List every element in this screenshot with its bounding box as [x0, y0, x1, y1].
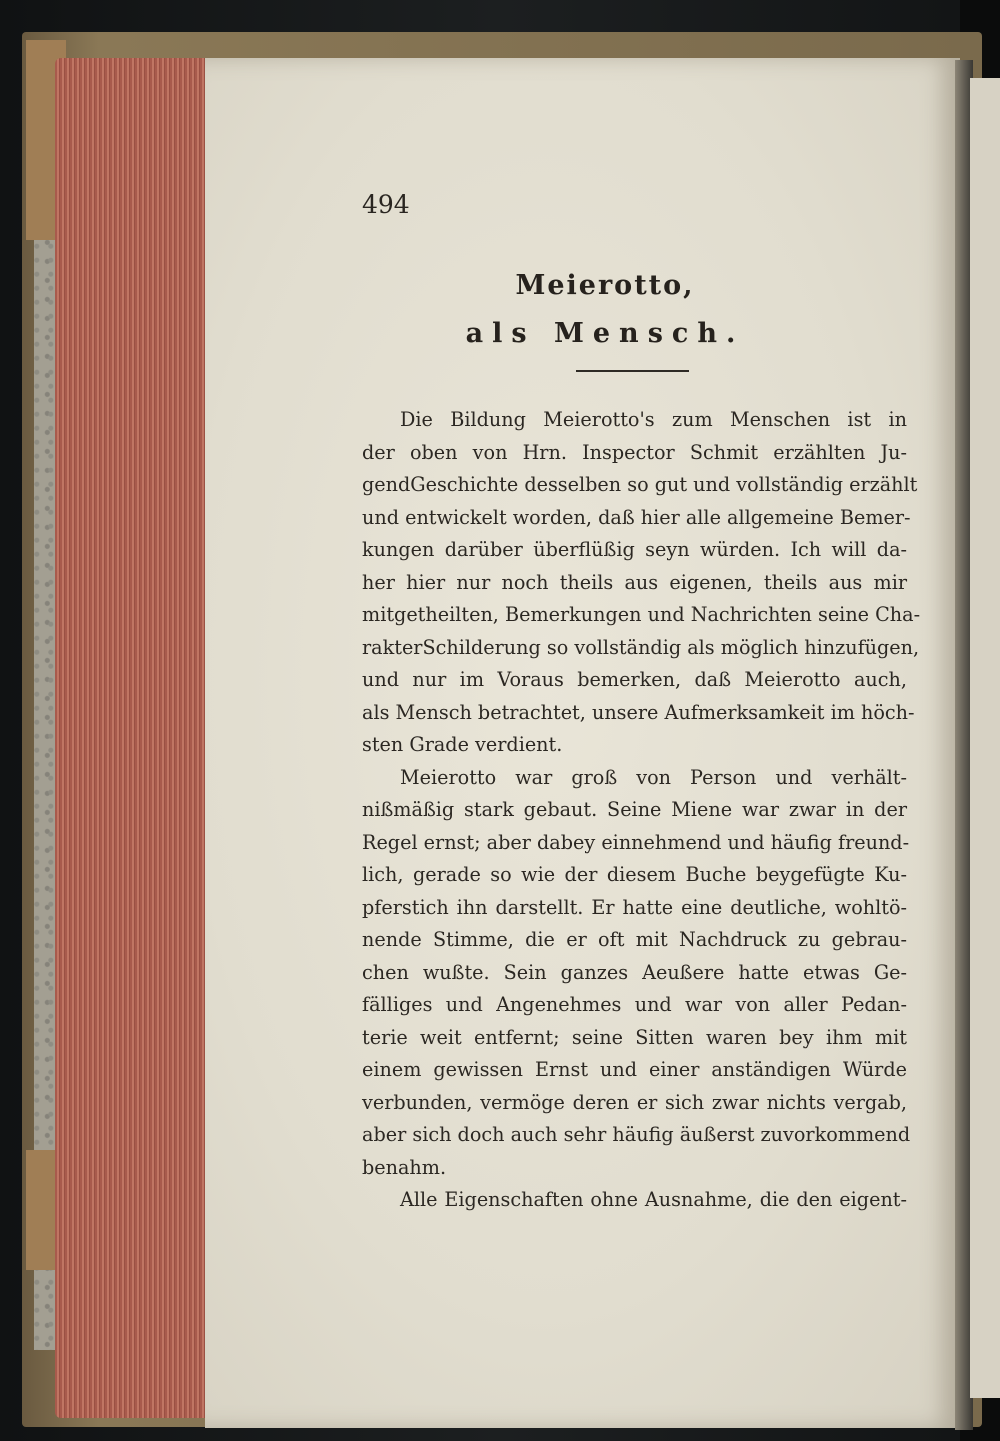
text-line: kungen darüber überflüßig seyn würden. Ich will da-: [362, 538, 907, 561]
text-line: nende Stimme, die er oft mit Nachdruck zu gebrau-: [362, 928, 907, 951]
text-line: und entwickelt worden, daß hier alle allgemeine Bemer-: [362, 505, 911, 529]
text-line: chen wußte. Sein ganzes Aeußere hatte etwas Ge-: [362, 960, 907, 984]
text-line: Regel ernst; aber dabey einnehmend und häufig freund-: [362, 830, 910, 854]
text-line: der oben von Hrn. Inspector Schmit erzählten Ju-: [362, 440, 907, 464]
text-line: verbunden, vermöge deren er sich zwar nichts vergab,: [362, 1090, 907, 1114]
text-line: einem gewissen Ernst und einer anständigen Würde: [362, 1058, 907, 1081]
text-line: lich, gerade so wie der diesem Buche beygefügte Ku-: [362, 863, 907, 886]
facing-page-edge: [970, 78, 1000, 1398]
text-line: aber sich doch auch sehr häufig äußerst zuvorkommend: [362, 1123, 911, 1146]
text-line: pferstich ihn darstellt. Er hatte eine deutliche, wohltö-: [362, 895, 907, 919]
paragraph: [362, 404, 921, 762]
text-line: nißmäßig stark gebaut. Seine Miene war zwar in der: [362, 798, 907, 821]
text-line: her hier nur noch theils aus eigenen, theils aus mir: [362, 570, 907, 594]
chapter-title: Meierotto,: [515, 270, 695, 301]
body-text: [362, 404, 921, 1217]
text-line: sten Grade verdient.: [362, 733, 563, 756]
paragraph: [362, 1184, 907, 1217]
text-line: gendGeschichte desselben so gut und vollständig erzählt: [362, 473, 918, 496]
text-line: und nur im Voraus bemerken, daß Meierotto auch,: [362, 668, 907, 691]
text-line: rakterSchilderung so vollständig als möglich hinzufügen,: [362, 635, 920, 659]
text-line: fälliges und Angenehmes und war von aller Pedan-: [362, 993, 907, 1016]
page-number: 494: [362, 190, 410, 219]
page-fore-edge: [55, 58, 207, 1418]
text-line: Die Bildung Meierotto's zum Menschen ist in: [400, 408, 907, 431]
text-line: als Mensch betrachtet, unsere Aufmerksamkeit im höch-: [362, 700, 915, 724]
title-divider: [576, 370, 689, 372]
paragraph: [362, 762, 911, 1185]
text-line: Meierotto war groß von Person und verhält-: [400, 765, 907, 789]
text-line: Alle Eigenschaften ohne Ausnahme, die den eigent-: [400, 1188, 907, 1211]
text-line: terie weit entfernt; seine Sitten waren bey ihm mit: [362, 1025, 907, 1049]
text-line: benahm.: [362, 1155, 447, 1179]
chapter-subtitle: als Mensch.: [465, 318, 745, 349]
text-line: mitgetheilten, Bemerkungen und Nachrichten seine Cha-: [362, 603, 921, 626]
